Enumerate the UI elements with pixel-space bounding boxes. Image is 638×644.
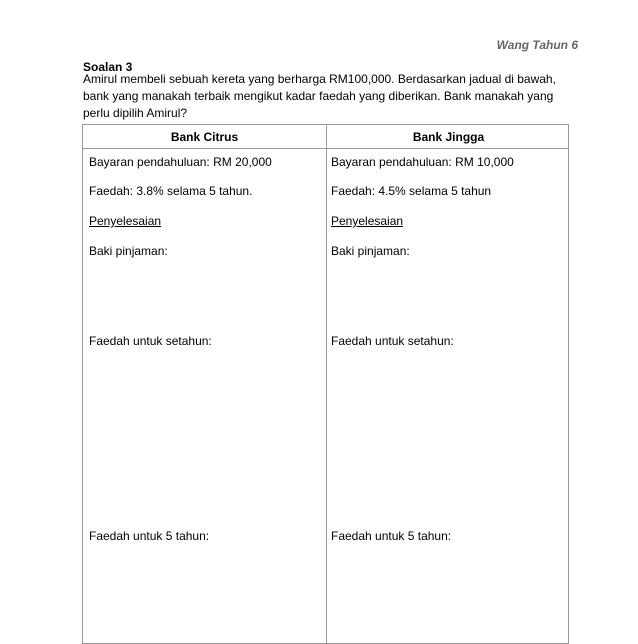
citrus-solution-label: Penyelesaian <box>89 214 162 228</box>
citrus-down-payment: Bayaran pendahuluan: RM 20,000 <box>89 155 272 169</box>
table-header-divider <box>83 148 568 149</box>
question-text: Amirul membeli sebuah kereta yang berharga RM100,000. Berdasarkan jadual di bawah, bank yang manakah terbaik mengikut kadar faedah yang diberikan. Bank manakah yang perlu dipilih Amirul? <box>83 72 556 120</box>
jingga-down-payment: Bayaran pendahuluan: RM 10,000 <box>331 155 514 169</box>
question-title: Soalan 3 <box>83 60 133 74</box>
column-heading-bank-citrus: Bank Citrus <box>170 130 239 144</box>
table-column-divider <box>326 125 327 643</box>
jingga-loan-balance: Baki pinjaman: <box>331 244 410 258</box>
citrus-loan-balance: Baki pinjaman: <box>89 244 168 258</box>
citrus-interest-one-year: Faedah untuk setahun: <box>89 334 212 348</box>
page-header-subject: Wang Tahun 6 <box>496 38 578 52</box>
jingga-solution-label: Penyelesaian <box>331 214 404 228</box>
column-heading-bank-jingga: Bank Jingga <box>412 130 485 144</box>
citrus-interest-rate: Faedah: 3.8% selama 5 tahun. <box>89 184 253 198</box>
citrus-interest-five-years: Faedah untuk 5 tahun: <box>89 529 210 543</box>
comparison-table <box>82 124 569 644</box>
jingga-interest-rate: Faedah: 4.5% selama 5 tahun <box>331 184 492 198</box>
jingga-interest-one-year: Faedah untuk setahun: <box>331 334 454 348</box>
jingga-interest-five-years: Faedah untuk 5 tahun: <box>331 529 452 543</box>
